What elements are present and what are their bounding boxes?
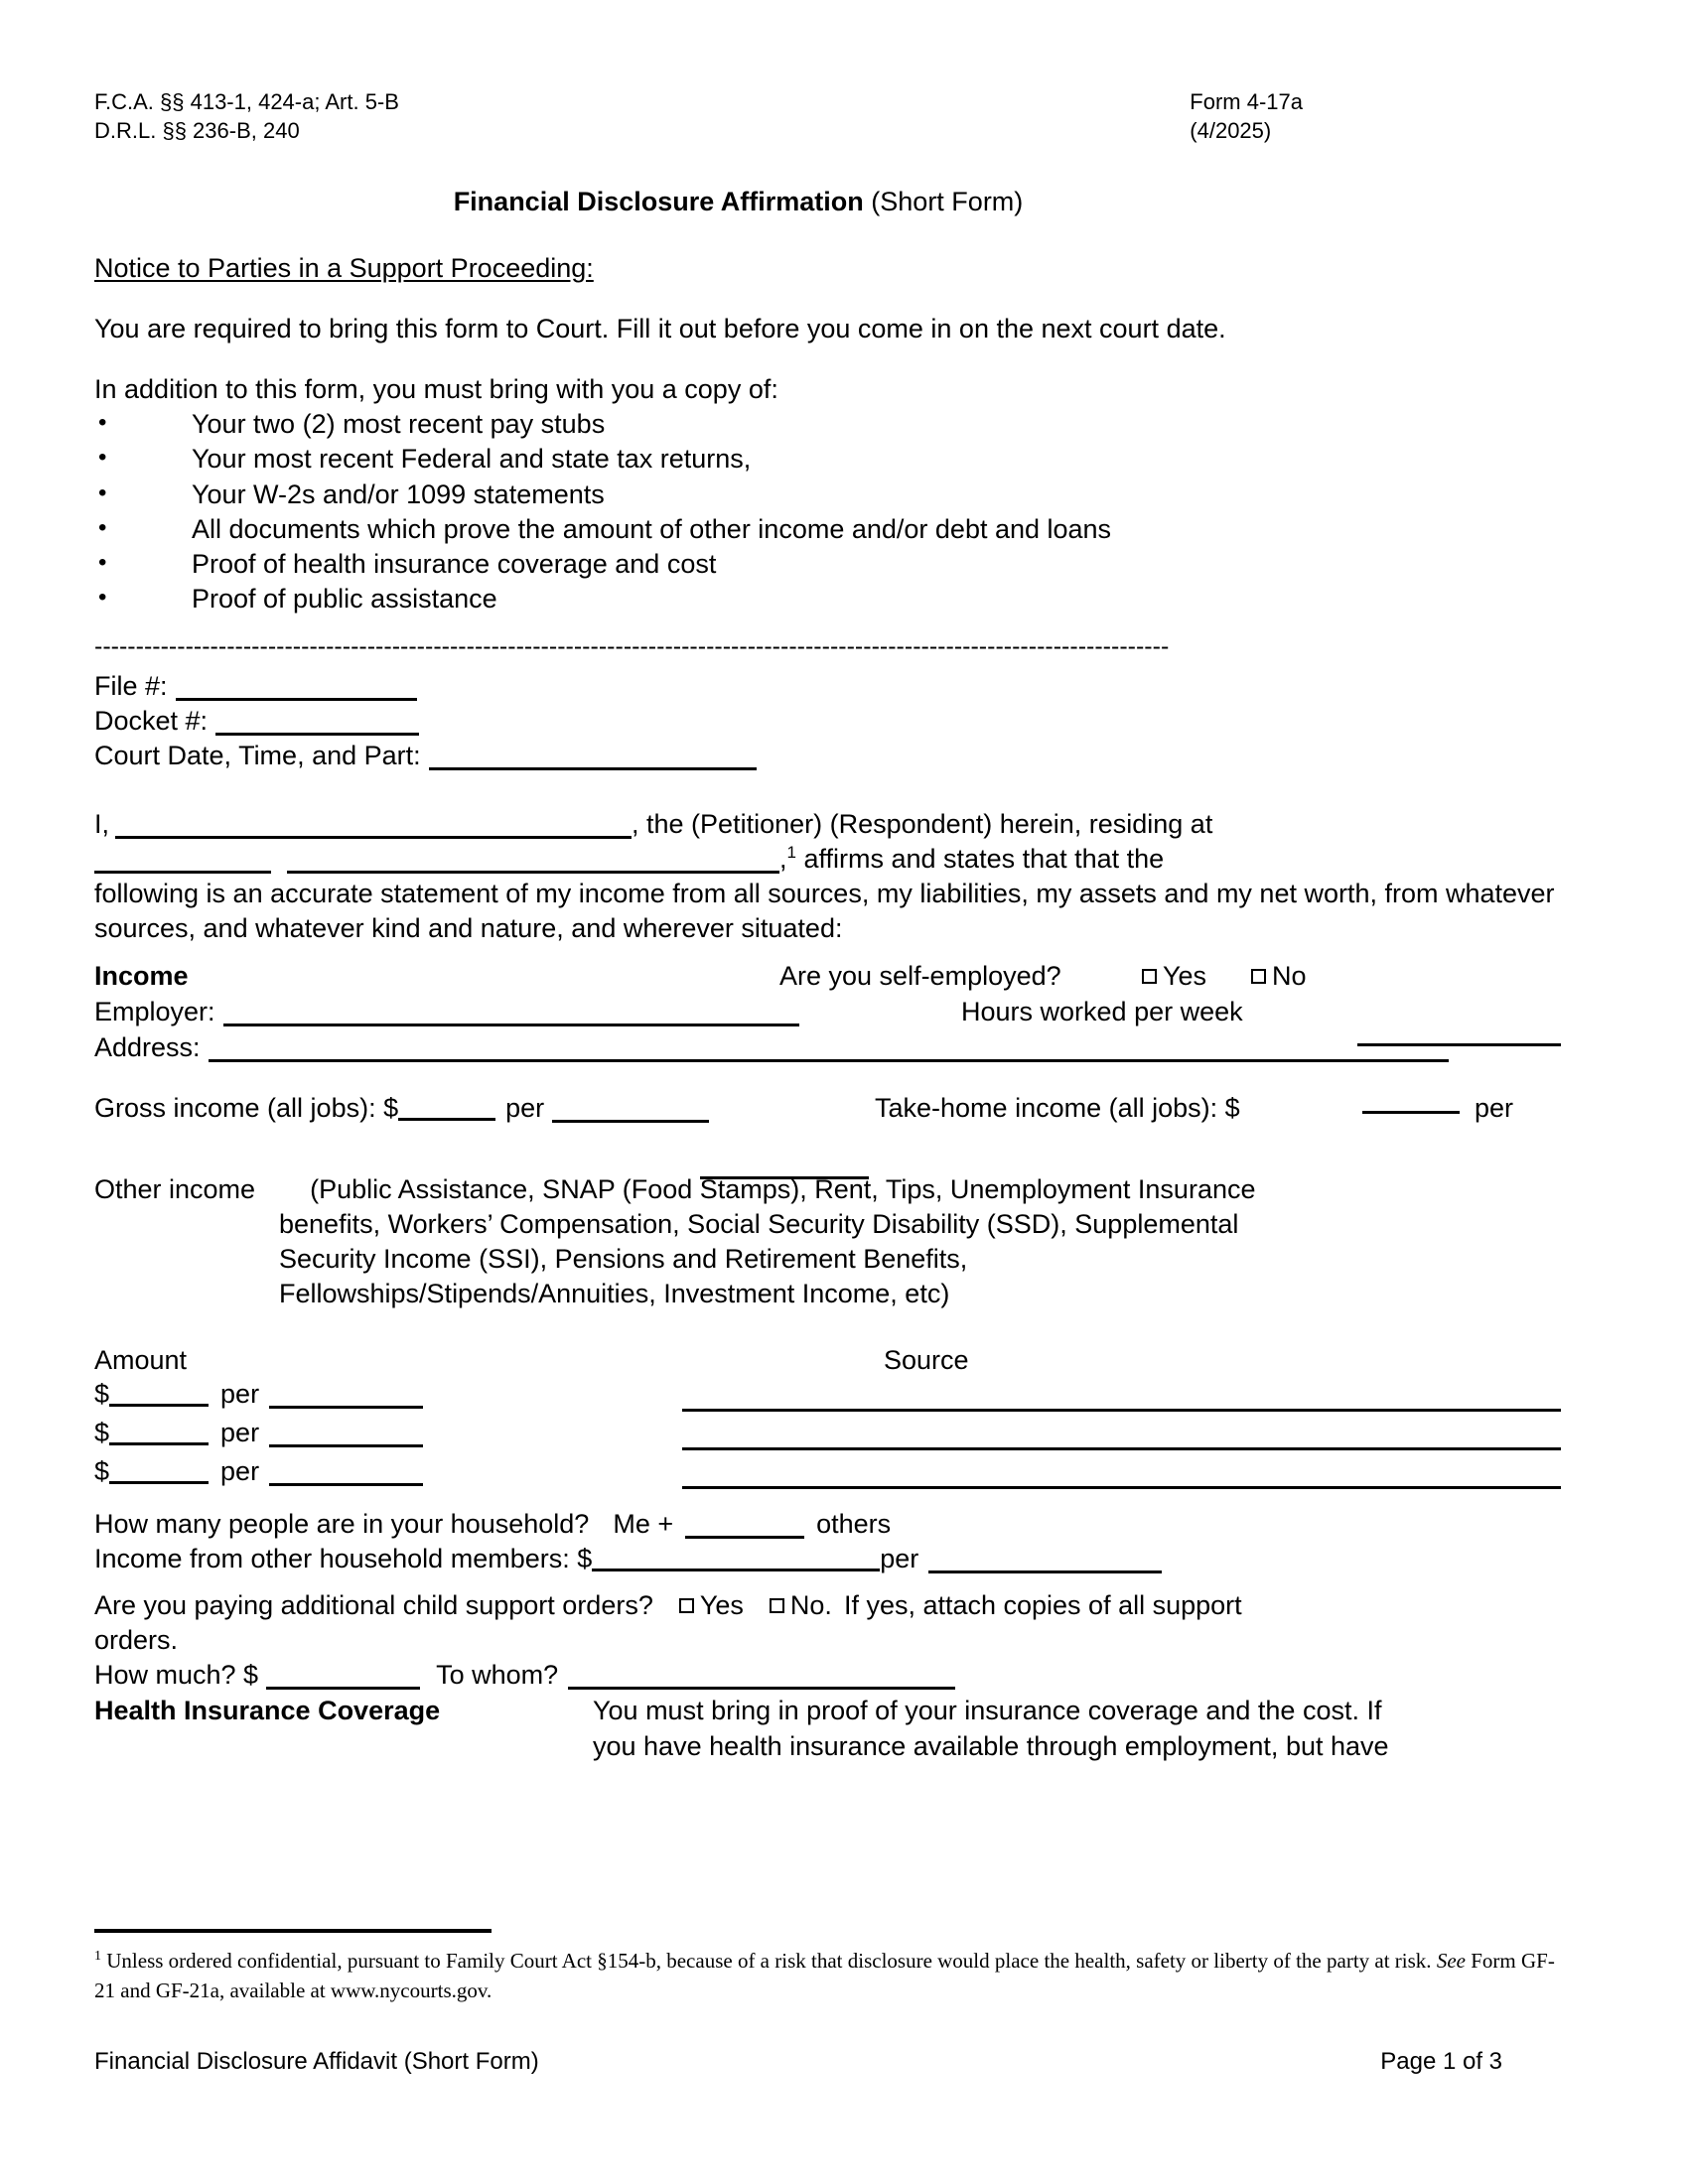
employer-row: [94, 995, 1561, 1030]
page-content: [94, 87, 1561, 1764]
row-per-label: per: [220, 1379, 260, 1410]
docket-number-input[interactable]: [215, 709, 419, 736]
form-number: Form 4-17a: [1190, 89, 1303, 114]
source-input[interactable]: [682, 1486, 1561, 1489]
bullet-icon: •: [98, 409, 107, 437]
hours-worked-input[interactable]: [1357, 1020, 1561, 1046]
row-currency-symbol: $: [94, 1456, 110, 1487]
checkbox-icon[interactable]: [770, 1598, 784, 1613]
gross-income-per-label: per: [505, 1092, 545, 1123]
table-row: [94, 1456, 1561, 1495]
amount-input[interactable]: [109, 1384, 209, 1407]
row-currency-symbol: $: [94, 1379, 110, 1410]
amount-input[interactable]: [109, 1423, 209, 1445]
page-title-bold: Financial Disclosure Affirmation: [453, 187, 864, 217]
list-item-label: All documents which prove the amount of other income and/or debt and loans: [192, 513, 1112, 544]
takehome-income-label: Take-home income (all jobs): $: [875, 1092, 1240, 1123]
child-support-no-label: No.: [789, 1590, 832, 1621]
child-support-orders-wrap: orders.: [94, 1625, 179, 1656]
file-number-label: File #:: [94, 670, 168, 701]
notice-heading: Notice to Parties in a Support Proceeding:: [94, 253, 594, 284]
footnote-block: [94, 1911, 1564, 2006]
household-income-row: [94, 1542, 1561, 1576]
list-item-label: Your most recent Federal and state tax returns,: [192, 444, 752, 475]
footnote-marker: 1: [94, 1949, 101, 1964]
other-income-line-1: [94, 1172, 1561, 1207]
child-support-yes-label: Yes: [699, 1590, 744, 1621]
file-number-row: [94, 669, 1561, 704]
household-count-question: How many people are in your household?: [94, 1509, 590, 1540]
amount-period-input[interactable]: [269, 1421, 423, 1447]
citation-drl: D.R.L. §§ 236-B, 240: [94, 118, 300, 144]
bullet-icon: •: [98, 513, 107, 541]
other-income-desc-2: benefits, Workers’ Compensation, Social Security Disability (SSD), Supplemental: [279, 1208, 1239, 1239]
self-employed-no-option[interactable]: [1251, 959, 1307, 994]
household-income-label: Income from other household members: $: [94, 1544, 593, 1574]
bullet-icon: •: [98, 478, 107, 506]
footnote-separator-rule: [94, 1929, 492, 1933]
affirmation-line-2: [94, 842, 1561, 877]
employer-input[interactable]: [223, 1000, 799, 1026]
child-support-to-whom-label: To whom?: [436, 1660, 559, 1691]
gross-income-period-input[interactable]: [552, 1096, 709, 1123]
affirmant-name-input[interactable]: [115, 812, 632, 839]
health-insurance-heading: Health Insurance Coverage: [94, 1695, 441, 1725]
child-support-to-whom-input[interactable]: [568, 1663, 955, 1690]
other-income-block: [94, 1172, 1561, 1311]
takehome-period-row: [94, 1131, 1561, 1172]
bullet-icon: •: [98, 548, 107, 576]
court-date-row: [94, 739, 1561, 773]
source-input[interactable]: [682, 1447, 1561, 1450]
list-item-label: Your W-2s and/or 1099 statements: [192, 478, 605, 509]
household-me-plus-label: Me +: [613, 1509, 674, 1540]
checkbox-icon[interactable]: [1251, 969, 1266, 984]
household-income-per-label: per: [880, 1544, 919, 1574]
household-income-input[interactable]: [592, 1549, 880, 1571]
child-support-question: Are you paying additional child support orders?: [94, 1590, 653, 1621]
page-title: [94, 187, 1561, 217]
footnote-text: [94, 1947, 1564, 2006]
docket-number-label: Docket #:: [94, 706, 209, 736]
footer-form-name: Financial Disclosure Affidavit (Short Form): [94, 2048, 539, 2075]
amount-period-input[interactable]: [269, 1382, 423, 1409]
file-number-input[interactable]: [176, 674, 417, 701]
affirmation-after-address: affirms and states that that the: [795, 844, 1165, 875]
required-documents-list: [94, 407, 1561, 616]
self-employed-yes-label: Yes: [1163, 960, 1207, 991]
list-item-label: Your two (2) most recent pay stubs: [192, 409, 606, 440]
court-date-label: Court Date, Time, and Part:: [94, 741, 421, 771]
source-input[interactable]: [682, 1409, 1561, 1412]
list-item: [94, 547, 1561, 582]
other-income-desc-3: Security Income (SSI), Pensions and Retirement Benefits,: [279, 1243, 968, 1274]
household-count-row: [94, 1507, 1561, 1542]
child-support-amount-row: [94, 1658, 1561, 1693]
household-others-input[interactable]: [685, 1512, 804, 1539]
section-divider: ----------------------------------------------------------------------------------------------------------------------------------: [94, 633, 1170, 659]
other-income-desc-1: (Public Assistance, SNAP (Food Stamps), Rent, Tips, Unemployment Insurance: [310, 1173, 1256, 1204]
table-row: [94, 1418, 1561, 1456]
row-per-label: per: [220, 1456, 260, 1487]
checkbox-icon[interactable]: [1142, 969, 1157, 984]
affirmant-address-input-a[interactable]: [94, 847, 271, 874]
row-currency-symbol: $: [94, 1418, 110, 1448]
bring-intro: In addition to this form, you must bring with you a copy of:: [94, 374, 778, 405]
income-address-row: [94, 1030, 1561, 1065]
affirmation-after-name: , the (Petitioner) (Respondent) herein, residing at: [632, 809, 1213, 840]
hours-worked-label: Hours worked per week: [961, 996, 1243, 1026]
list-item: [94, 442, 1561, 477]
affirmation-comma: ,: [779, 844, 787, 875]
list-item-label: Proof of health insurance coverage and cost: [192, 548, 717, 579]
list-item-label: Proof of public assistance: [192, 583, 497, 614]
citation-fca: F.C.A. §§ 413-1, 424-a; Art. 5-B: [94, 89, 399, 114]
amount-column-header: Amount: [94, 1345, 188, 1376]
footnote-part-2: Form GF-21 and GF-21a, available at www.nycourts.gov.: [94, 1949, 1555, 2002]
notice-paragraph: You are required to bring this form to Court. Fill it out before you come in on the next court date.: [94, 314, 1226, 344]
checkbox-icon[interactable]: [679, 1598, 694, 1613]
household-income-period-input[interactable]: [928, 1547, 1162, 1573]
form-revision-date: (4/2025): [1190, 118, 1272, 144]
amount-period-input[interactable]: [269, 1459, 423, 1486]
child-support-how-much-label: How much? $: [94, 1660, 259, 1691]
household-others-label: others: [816, 1509, 892, 1540]
gross-income-input[interactable]: [398, 1098, 495, 1121]
takehome-income-per-label: per: [1475, 1092, 1514, 1123]
bullet-icon: •: [98, 444, 107, 472]
health-insurance-line-1: You must bring in proof of your insurance coverage and the cost. If: [593, 1695, 1382, 1725]
bullet-icon: •: [98, 583, 107, 611]
footnote-reference: 1: [786, 843, 796, 863]
income-heading: Income: [94, 960, 189, 991]
employer-label: Employer:: [94, 996, 215, 1026]
row-per-label: per: [220, 1418, 260, 1448]
child-support-yes-option[interactable]: [679, 1590, 744, 1620]
list-item: [94, 582, 1561, 616]
page-footer: [94, 2048, 1502, 2076]
child-support-how-much-input[interactable]: [266, 1663, 420, 1690]
self-employed-no-label: No: [1272, 960, 1307, 991]
amount-source-header: [94, 1345, 1561, 1379]
child-support-no-option[interactable]: [770, 1590, 832, 1620]
statutory-citations: [94, 87, 399, 145]
list-item: [94, 512, 1561, 547]
source-column-header: Source: [884, 1345, 969, 1376]
takehome-income-input[interactable]: [1362, 1091, 1460, 1114]
footer-page-number: Page 1 of 3: [1380, 2048, 1502, 2075]
affirmation-continuation: following is an accurate statement of my income from all sources, my liabilities, my assets and my net worth, from whatever sources, and whatever kind and nature, and wherever situated:: [94, 879, 1555, 944]
page-title-suffix: (Short Form): [863, 187, 1024, 217]
health-insurance-line-2: you have health insurance available through employment, but have: [593, 1730, 1389, 1761]
affirmation-lead: I,: [94, 809, 110, 840]
notice-heading-row: [94, 251, 1561, 286]
form-header: [94, 87, 1561, 145]
form-identifier: [1190, 87, 1561, 145]
health-insurance-row: [94, 1694, 1561, 1729]
income-address-input[interactable]: [209, 1035, 1449, 1062]
list-item: [94, 478, 1561, 512]
court-date-input[interactable]: [429, 744, 757, 770]
list-item: [94, 407, 1561, 442]
gross-income-label: Gross income (all jobs): $: [94, 1092, 399, 1123]
amount-input[interactable]: [109, 1461, 209, 1484]
footnote-part-1: Unless ordered confidential, pursuant to Family Court Act §154-b, because of a risk that disclosure would place the health, safety or liberty of the party at risk.: [101, 1949, 1437, 1973]
other-income-label: Other income: [94, 1173, 256, 1204]
self-employed-yes-option[interactable]: [1142, 959, 1206, 994]
gross-income-row: [94, 1091, 1561, 1131]
table-row: [94, 1379, 1561, 1418]
child-support-question-row: [94, 1588, 1561, 1623]
footnote-see-italic: See: [1436, 1949, 1466, 1973]
income-heading-row: [94, 959, 1561, 995]
affirmant-address-input-b[interactable]: [287, 847, 779, 874]
other-income-desc-4: Fellowships/Stipends/Annuities, Investment Income, etc): [279, 1278, 950, 1308]
income-address-label: Address:: [94, 1031, 201, 1062]
docket-number-row: [94, 704, 1561, 739]
self-employed-question: Are you self-employed?: [779, 960, 1061, 991]
child-support-attach-note: If yes, attach copies of all support: [843, 1590, 1242, 1621]
affirmation-line-1: [94, 807, 1561, 842]
